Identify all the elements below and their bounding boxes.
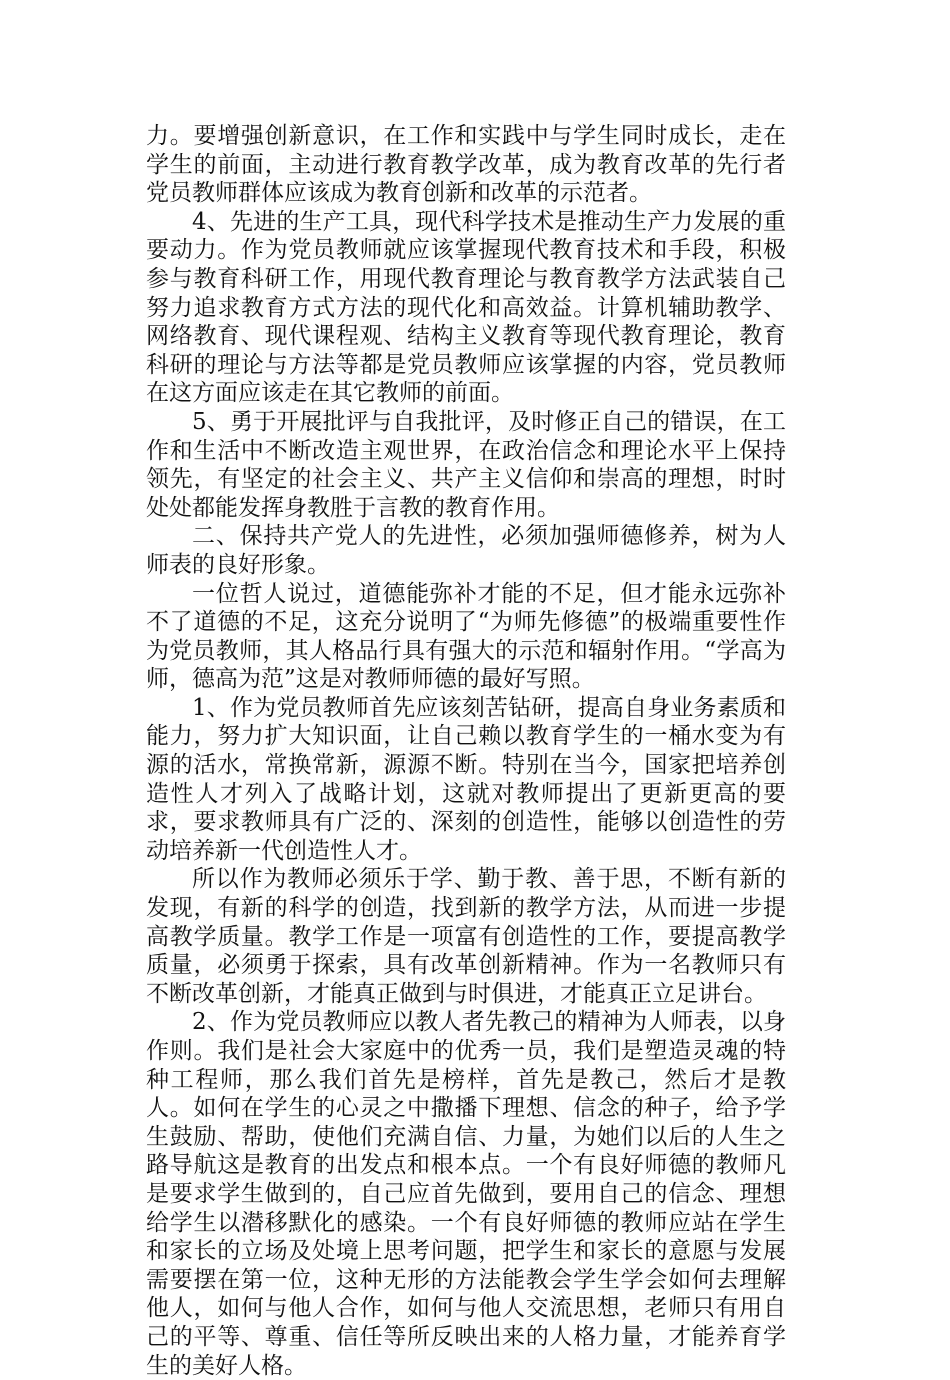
paragraph-5: 一位哲人说过，道德能弥补才能的不足，但才能永远弥补不了道德的不足，这充分说明了“为师先修德”的极端重要性作为党员教师，其人格品行具有强大的示范和辐射作用。“学高为师，德高为范”这是对教师师德的最好写照。 bbox=[146, 580, 786, 693]
paragraph-3: 5、勇于开展批评与自我批评，及时修正自己的错误，在工作和生活中不断改造主观世界，在政治信念和理论水平上保持领先，有坚定的社会主义、共产主义信仰和崇高的理想，时时处处都能发挥身教胜于言教的教育作用。 bbox=[146, 408, 786, 521]
section-heading-2: 二、保持共产党人的先进性，必须加强师德修养，树为人师表的良好形象。 bbox=[146, 523, 786, 578]
paragraph-2: 4、先进的生产工具，现代科学技术是推动生产力发展的重要动力。作为党员教师就应该掌握现代教育技术和手段，积极参与教育科研工作，用现代教育理论与教育教学方法武装自己努力追求教育方式方法的现代化和高效益。计算机辅助教学、网络教育、现代课程观、结构主义教育等现代教育理论，教育科研的理论与方法等都是党员教师应该掌握的内容，党员教师在这方面应该走在其它教师的前面。 bbox=[146, 208, 786, 407]
paragraph-1: 力。要增强创新意识，在工作和实践中与学生同时成长，走在学生的前面，主动进行教育教学改革，成为教育改革的先行者党员教师群体应该成为教育创新和改革的示范者。 bbox=[146, 123, 786, 207]
paragraph-8: 2、作为党员教师应以教人者先教己的精神为人师表，以身作则。我们是社会大家庭中的优秀一员，我们是塑造灵魂的特种工程师，那么我们首先是榜样，首先是教己，然后才是教人。如何在学生的心灵之中撒播下理想、信念的种子，给予学生鼓励、帮助，使他们充满自信、力量，为她们以后的人生之路导航这是教育的出发点和根本点。一个有良好师德的教师凡是要求学生做到的，自己应首先做到，要用自己的信念、理想给学生以潜移默化的感染。一个有良好师德的教师应站在学生和家长的立场及处境上思考问题，把学生和家长的意愿与发展需要摆在第一位，这种无形的方法能教会学生学会如何去理解他人，如何与他人合作，如何与他人交流思想，老师只有用自己的平等、尊重、信任等所反映出来的人格力量，才能养育学生的美好人格。 bbox=[146, 1009, 786, 1379]
paragraph-6: 1、作为党员教师首先应该刻苦钻研，提高自身业务素质和能力，努力扩大知识面，让自己赖以教育学生的一桶水变为有源的活水，常换常新，源源不断。特别在当今，国家把培养创造性人才列入了战略计划，这就对教师提出了更新更高的要求，要求教师具有广泛的、深刻的创造性，能够以创造性的劳动培养新一代创造性人才。 bbox=[146, 694, 786, 864]
document-page bbox=[146, 122, 786, 1380]
paragraph-7: 所以作为教师必须乐于学、勤于教、善于思，不断有新的发现，有新的科学的创造，找到新的教学方法，从而进一步提高教学质量。教学工作是一项富有创造性的工作，要提高教学质量，必须勇于探索，具有改革创新精神。作为一名教师只有不断改革创新，才能真正做到与时俱进，才能真正立足讲台。 bbox=[146, 866, 786, 1007]
